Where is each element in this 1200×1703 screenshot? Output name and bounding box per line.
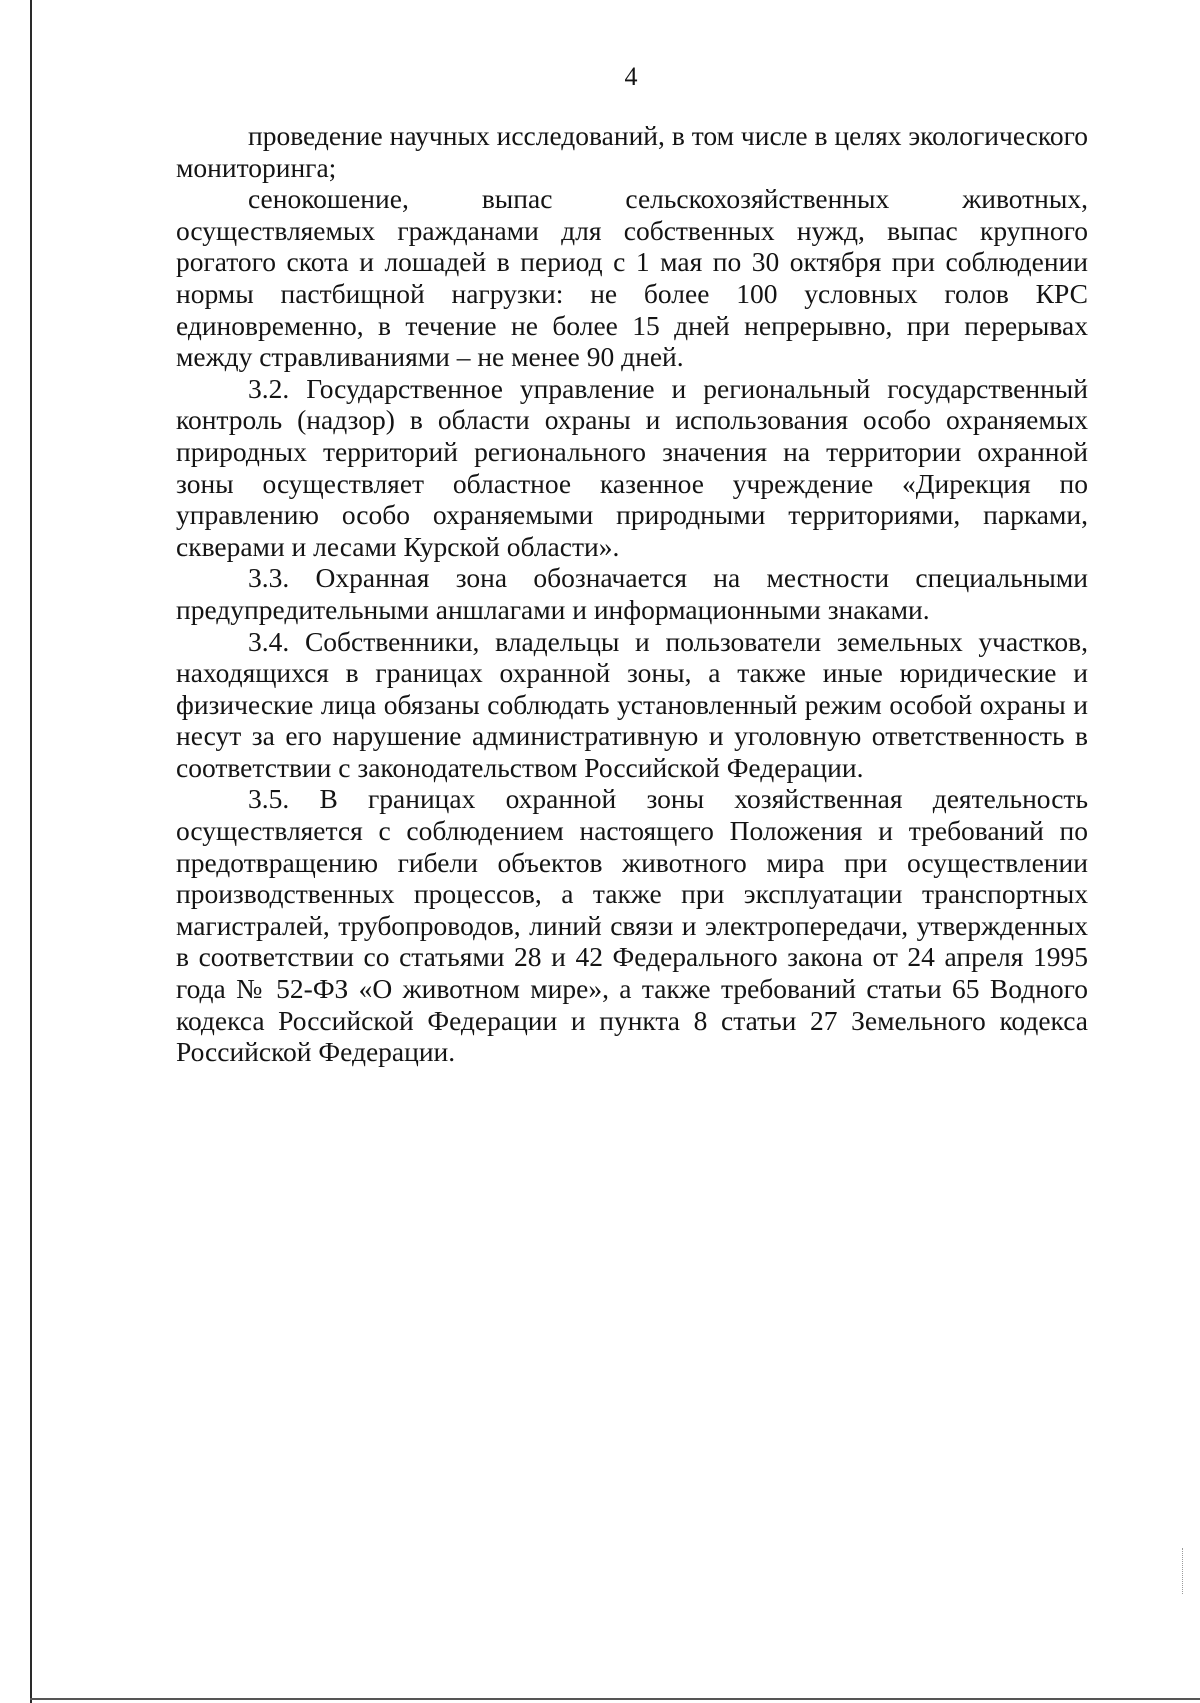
paragraph-3-3: 3.3. Охранная зона обозначается на местности специальными предупредительными аншлагами и информационными знаками. <box>176 562 1088 625</box>
scan-artifact <box>1182 1548 1184 1594</box>
page-number: 4 <box>624 62 638 91</box>
paragraph-3-2: 3.2. Государственное управление и региональный государственный контроль (надзор) в области охраны и использования особо охраняемых природных территорий регионального значения на территории охранной зоны осуществляет областное казенное учреждение «Дирекция по управлению особо охраняемыми природными территориями, парками, скверами и лесами Курской области». <box>176 372 1088 562</box>
paragraph-haymaking-grazing: сенокошение, выпас сельскохозяйственных животных, осуществляемых гражданами для собственных нужд, выпас крупного рогатого скота и лошадей в период с 1 мая по 30 октября при соблюдении нормы пастбищной нагрузки: не более 100 условных голов КРС единовременно, в течение не более 15 дней непрерывно, при перерывах между стравливаниями – не менее 90 дней. <box>176 183 1088 373</box>
scan-bottom-edge <box>30 1698 1200 1700</box>
paragraph-3-5: 3.5. В границах охранной зоны хозяйственная деятельность осуществляется с соблюдением настоящего Положения и требований по предотвращению гибели объектов животного мира при осуществлении производственных процессов, а также при эксплуатации транспортных магистралей, трубопроводов, линий связи и электропередачи, утвержденных в соответствии со статьями 28 и 42 Федерального закона от 24 апреля 1995 года № 52-ФЗ «О животном мире», а также требований статьи 65 Водного кодекса Российской Федерации и пункта 8 статьи 27 Земельного кодекса Российской Федерации. <box>176 783 1088 1068</box>
paragraph-scientific-research: проведение научных исследований, в том числе в целях экологического мониторинга; <box>176 120 1088 183</box>
scan-left-edge <box>30 0 32 1703</box>
document-body <box>176 120 1088 1068</box>
paragraph-3-4: 3.4. Собственники, владельцы и пользователи земельных участков, находящихся в границах охранной зоны, а также иные юридические и физические лица обязаны соблюдать установленный режим особой охраны и несут за его нарушение административную и уголовную ответственность в соответствии с законодательством Российской Федерации. <box>176 625 1088 783</box>
